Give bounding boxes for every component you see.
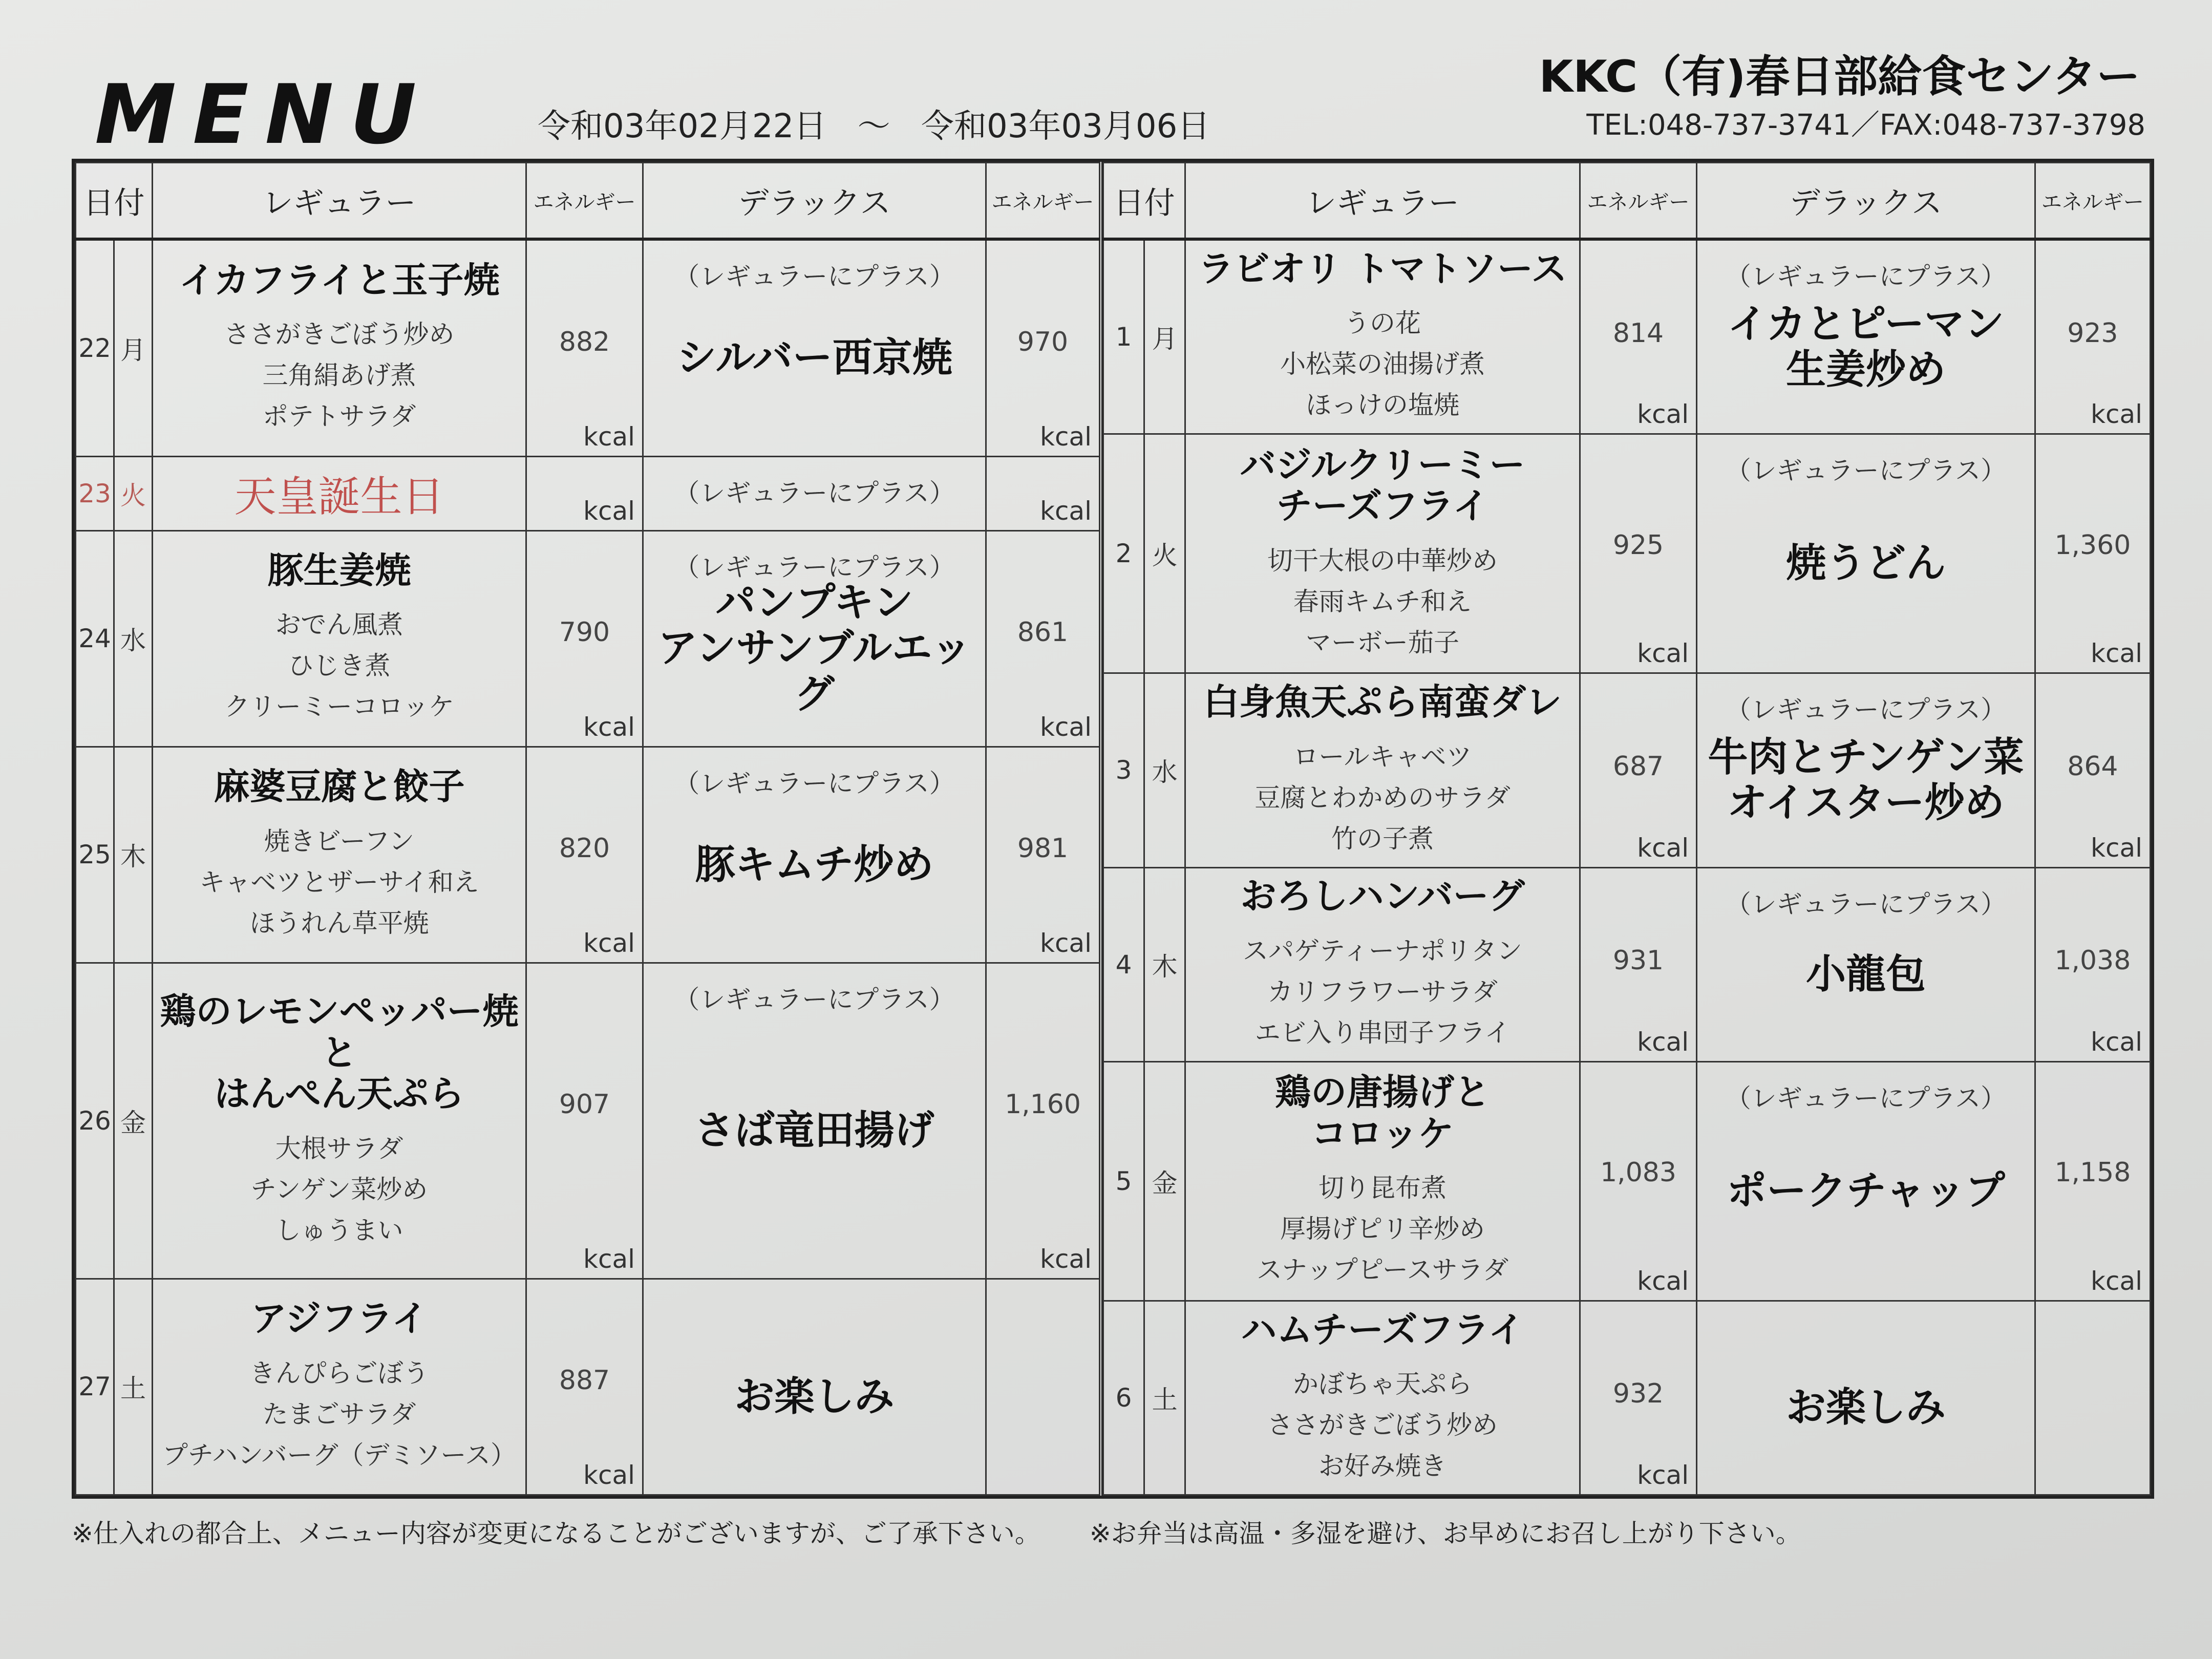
deluxe-content — [1697, 281, 2034, 393]
energy-cell — [526, 239, 643, 456]
header-energy: エネルギー — [526, 163, 643, 240]
side-dish: 春雨キムチ和え — [1293, 586, 1472, 616]
energy-unit: kcal — [583, 1460, 635, 1490]
side-dish: おでん風煮 — [275, 610, 403, 640]
deluxe-energy-value: 981 — [1017, 833, 1069, 864]
day-number: 25 — [76, 747, 114, 963]
deluxe-energy-cell — [986, 963, 1100, 1279]
main-dish: 鶏のレモンペッパー焼と — [160, 990, 519, 1074]
day-weekday: 水 — [1144, 673, 1185, 867]
period-separator: ～ — [857, 108, 890, 145]
table-row — [76, 1279, 1100, 1495]
deluxe-energy-cell — [986, 1279, 1100, 1495]
side-dish: うの花 — [1344, 308, 1421, 338]
deluxe-energy-value: 1,158 — [2054, 1157, 2131, 1188]
side-dish: 三角絹あげ煮 — [262, 360, 416, 391]
deluxe-cell — [1697, 867, 2035, 1061]
deluxe-energy-unit: kcal — [1040, 421, 1092, 452]
main-dish: イカフライと玉子焼 — [179, 259, 500, 301]
deluxe-energy-cell — [2035, 1061, 2150, 1301]
energy-cell — [1580, 239, 1696, 434]
side-dish: かぼちゃ天ぷら — [1293, 1369, 1473, 1399]
regular-cell — [153, 530, 526, 747]
deluxe-plus-note: （レギュラーにプラス） — [1725, 889, 2007, 919]
table-row — [1103, 239, 2151, 434]
energy-unit: kcal — [1637, 639, 1689, 669]
side-dish: 厚揚げピリ辛炒め — [1280, 1214, 1485, 1244]
table-row — [1103, 1301, 2151, 1495]
table-row — [76, 530, 1100, 747]
energy-cell — [526, 530, 643, 747]
energy-unit: kcal — [583, 1244, 635, 1274]
energy-value: 687 — [1612, 751, 1664, 782]
day-number: 3 — [1103, 673, 1144, 867]
main-dish: ラビオリ トマトソース — [1198, 247, 1567, 290]
energy-value: 790 — [559, 617, 610, 648]
energy-unit: kcal — [1637, 1266, 1689, 1296]
energy-cell — [1580, 1061, 1696, 1301]
table-row — [1103, 867, 2151, 1061]
deluxe-cell — [1697, 434, 2035, 673]
table-row — [1103, 673, 2151, 867]
energy-unit: kcal — [583, 928, 635, 958]
header-regular: レギュラー — [1185, 163, 1580, 240]
side-dish: きんぴらごぼう — [249, 1358, 429, 1388]
energy-value: 932 — [1612, 1378, 1664, 1410]
deluxe-content — [644, 315, 985, 381]
header-date: 日付 — [1103, 163, 1185, 240]
day-weekday: 金 — [114, 963, 153, 1279]
side-dish: 切干大根の中華炒め — [1267, 545, 1498, 576]
energy-cell — [1580, 867, 1696, 1061]
table-row — [76, 963, 1100, 1279]
deluxe-content — [644, 1354, 985, 1420]
deluxe-dish: オイスター炒め — [1727, 780, 2005, 826]
deluxe-energy-value: 1,360 — [2054, 529, 2131, 561]
deluxe-dish: パンプキン — [715, 579, 913, 626]
energy-cell — [526, 963, 643, 1279]
day-number: 4 — [1103, 867, 1144, 1061]
day-weekday: 水 — [114, 530, 153, 747]
regular-cell — [153, 747, 526, 963]
period-start: 令和03年02月22日 — [538, 108, 827, 145]
energy-value: 814 — [1612, 317, 1664, 349]
deluxe-energy-unit: kcal — [1040, 496, 1092, 526]
side-dish: ほっけの塩焼 — [1306, 390, 1460, 420]
regular-cell — [1185, 434, 1580, 673]
main-dish: ハムチーズフライ — [1241, 1308, 1524, 1351]
day-number: 24 — [76, 530, 114, 747]
deluxe-energy-unit: kcal — [1040, 712, 1092, 742]
energy-cell — [526, 456, 643, 530]
deluxe-energy-cell — [2035, 673, 2150, 867]
day-number: 2 — [1103, 434, 1144, 673]
deluxe-energy-unit: kcal — [1040, 1244, 1092, 1274]
deluxe-cell — [1697, 239, 2035, 434]
regular-cell — [153, 239, 526, 456]
side-dish: 大根サラダ — [275, 1133, 403, 1163]
deluxe-dish: お楽しみ — [734, 1373, 895, 1420]
main-dish: チーズフライ — [1276, 485, 1489, 527]
deluxe-dish: イカとピーマン — [1727, 301, 2005, 347]
side-dish: しゅうまい — [275, 1215, 403, 1245]
day-number: 26 — [76, 963, 114, 1279]
regular-cell — [1185, 673, 1580, 867]
side-dish: 小松菜の油揚げ煮 — [1280, 349, 1485, 379]
deluxe-plus-note: （レギュラーにプラス） — [674, 768, 955, 798]
main-dish: バジルクリーミー — [1240, 443, 1525, 486]
deluxe-energy-unit: kcal — [2091, 639, 2142, 669]
energy-value: 925 — [1612, 529, 1664, 561]
header-date: 日付 — [76, 163, 153, 240]
deluxe-plus-note: （レギュラーにプラス） — [674, 478, 955, 508]
side-dish: たまごサラダ — [262, 1399, 416, 1429]
deluxe-energy-unit: kcal — [2091, 1266, 2142, 1296]
day-number: 1 — [1103, 239, 1144, 434]
table-row — [76, 239, 1100, 456]
deluxe-energy-value: 970 — [1017, 326, 1069, 357]
side-dish: ポテトサラダ — [262, 401, 416, 432]
side-dish: ささがきごぼう炒め — [1267, 1410, 1498, 1440]
deluxe-energy-unit: kcal — [2091, 399, 2142, 430]
energy-cell — [526, 1279, 643, 1495]
regular-cell — [153, 456, 526, 530]
regular-cell — [1185, 1061, 1580, 1301]
header-regular: レギュラー — [153, 163, 526, 240]
deluxe-energy-unit: kcal — [2091, 1027, 2142, 1057]
side-dish: ひじき煮 — [288, 651, 391, 681]
main-dish: アジフライ — [250, 1298, 428, 1340]
regular-cell — [153, 1279, 526, 1495]
energy-value: 931 — [1612, 945, 1664, 976]
day-weekday: 金 — [1144, 1061, 1185, 1301]
regular-cell — [153, 963, 526, 1279]
deluxe-dish: 生姜炒め — [1785, 347, 1946, 393]
deluxe-dish: さば竜田揚げ — [694, 1108, 934, 1154]
deluxe-energy-cell — [986, 239, 1100, 456]
energy-value: 1,083 — [1600, 1157, 1676, 1188]
footer-note-change: ※仕入れの都合上、メニュー内容が変更になることがございますが、ご了承下さい。 — [72, 1519, 1040, 1548]
day-number: 22 — [76, 239, 114, 456]
day-weekday: 土 — [114, 1279, 153, 1495]
side-dish: 豆腐とわかめのサラダ — [1254, 782, 1511, 813]
table-row — [1103, 1061, 2151, 1301]
deluxe-content — [1697, 1148, 2034, 1215]
energy-cell — [1580, 434, 1696, 673]
deluxe-energy-cell — [986, 456, 1100, 530]
deluxe-plus-note: （レギュラーにプラス） — [674, 552, 955, 582]
energy-unit: kcal — [583, 421, 635, 452]
deluxe-dish: 小龍包 — [1805, 951, 1926, 997]
deluxe-content — [1697, 1365, 2034, 1431]
deluxe-plus-note: （レギュラーにプラス） — [1725, 456, 2007, 486]
deluxe-cell — [1697, 1301, 2035, 1495]
deluxe-energy-value: 861 — [1017, 617, 1069, 648]
menu-period — [538, 100, 1210, 147]
header-energy: エネルギー — [1580, 163, 1696, 240]
holiday-label: 天皇誕生日 — [234, 473, 444, 522]
main-dish: コロッケ — [1311, 1112, 1454, 1155]
day-weekday: 月 — [1144, 239, 1185, 434]
footer-note-storage: ※お弁当は高温・多湿を避け、お早めにお召し上がり下さい。 — [1089, 1519, 1801, 1548]
deluxe-dish: ポークチャップ — [1727, 1167, 2005, 1214]
deluxe-cell — [643, 456, 986, 530]
energy-value: 820 — [559, 833, 610, 864]
day-weekday: 月 — [114, 239, 153, 456]
company-name: KKC（有)春日部給食センター — [1539, 51, 2140, 102]
deluxe-dish: シルバー西京焼 — [676, 334, 952, 381]
side-dish: カリフラワーサラダ — [1267, 976, 1498, 1007]
deluxe-energy-cell — [2035, 867, 2150, 1061]
regular-cell — [1185, 239, 1580, 434]
deluxe-dish: 焼うどん — [1785, 540, 1946, 587]
deluxe-plus-note: （レギュラーにプラス） — [1725, 695, 2007, 725]
day-weekday: 木 — [114, 747, 153, 963]
main-dish: 麻婆豆腐と餃子 — [214, 765, 465, 808]
deluxe-energy-cell — [2035, 1301, 2150, 1495]
deluxe-content — [1697, 520, 2034, 587]
deluxe-cell — [643, 1279, 986, 1495]
energy-value: 882 — [559, 326, 610, 357]
deluxe-dish: アンサンブルエッグ — [657, 625, 971, 717]
deluxe-content — [1697, 931, 2034, 998]
side-dish: チンゲン菜炒め — [250, 1174, 428, 1204]
regular-cell — [1185, 1301, 1580, 1495]
energy-value: 907 — [559, 1089, 610, 1120]
deluxe-cell — [643, 963, 986, 1279]
energy-cell — [1580, 673, 1696, 867]
deluxe-plus-note: （レギュラーにプラス） — [1725, 1083, 2007, 1113]
deluxe-dish: 豚キムチ炒め — [695, 841, 934, 888]
side-dish: ささがきごぼう炒め — [224, 320, 455, 350]
table-row — [1103, 434, 2151, 673]
menu-table-right — [1102, 162, 2151, 1496]
regular-cell — [1185, 867, 1580, 1061]
deluxe-dish: 牛肉とチンゲン菜 — [1708, 734, 2024, 780]
table-row — [76, 456, 1100, 530]
main-dish: おろしハンバーグ — [1240, 875, 1525, 918]
day-number: 5 — [1103, 1061, 1144, 1301]
energy-unit: kcal — [583, 712, 635, 742]
energy-unit: kcal — [1637, 1027, 1689, 1057]
energy-cell — [1580, 1301, 1696, 1495]
day-weekday: 木 — [1144, 867, 1185, 1061]
energy-unit: kcal — [1637, 833, 1689, 863]
side-dish: ロールキャベツ — [1293, 741, 1472, 772]
deluxe-energy-value: 1,160 — [1005, 1089, 1081, 1120]
deluxe-energy-cell — [986, 530, 1100, 747]
energy-unit: kcal — [583, 496, 635, 526]
side-dish: 切り昆布煮 — [1318, 1173, 1447, 1203]
deluxe-energy-value: 1,038 — [2054, 945, 2131, 976]
deluxe-energy-cell — [2035, 239, 2150, 434]
day-weekday: 火 — [114, 456, 153, 530]
deluxe-dish: お楽しみ — [1785, 1384, 1946, 1431]
menu-grid — [72, 159, 2154, 1499]
main-dish: 鶏の唐揚げと — [1275, 1071, 1491, 1114]
side-dish: お好み焼き — [1318, 1451, 1447, 1481]
side-dish: クリーミーコロッケ — [224, 692, 454, 722]
energy-value: 887 — [559, 1365, 610, 1396]
deluxe-energy-cell — [986, 747, 1100, 963]
deluxe-plus-note: （レギュラーにプラス） — [674, 984, 955, 1014]
company-contact: TEL:048-737-3741／FAX:048-737-3798 — [1586, 109, 2145, 142]
footer-notes — [72, 1513, 1801, 1550]
day-number: 6 — [1103, 1301, 1144, 1495]
header-deluxe: デラックス — [1697, 163, 2035, 240]
side-dish: エビ入り串団子フライ — [1254, 1017, 1511, 1048]
side-dish: マーボー茄子 — [1306, 627, 1460, 657]
deluxe-cell — [1697, 673, 2035, 867]
deluxe-content — [644, 822, 985, 888]
energy-unit: kcal — [1637, 1460, 1689, 1490]
side-dish: キャベツとザーサイ和え — [199, 867, 479, 897]
deluxe-cell — [1697, 1061, 2035, 1301]
deluxe-content — [1697, 714, 2034, 826]
header-deluxe: デラックス — [643, 163, 986, 240]
day-number: 27 — [76, 1279, 114, 1495]
header-deluxe-energy: エネルギー — [986, 163, 1100, 240]
side-dish: ほうれん草平焼 — [249, 908, 429, 938]
period-end: 令和03年03月06日 — [921, 108, 1210, 145]
day-weekday: 土 — [1144, 1301, 1185, 1495]
table-row — [76, 747, 1100, 963]
deluxe-energy-value: 864 — [2067, 751, 2118, 782]
side-dish: スナップピースサラダ — [1257, 1255, 1509, 1285]
menu-table-left — [75, 162, 1102, 1496]
main-dish: はんぺん天ぷら — [214, 1073, 464, 1115]
side-dish: 竹の子煮 — [1331, 823, 1434, 854]
energy-unit: kcal — [1637, 399, 1689, 430]
deluxe-energy-unit: kcal — [2091, 833, 2142, 863]
deluxe-energy-cell — [2035, 434, 2150, 673]
energy-cell — [526, 747, 643, 963]
main-dish: 白身魚天ぷら南蛮ダレ — [1203, 681, 1562, 724]
header-deluxe-energy: エネルギー — [2035, 163, 2150, 240]
day-number: 23 — [76, 456, 114, 530]
menu-title: MENU — [95, 67, 433, 162]
deluxe-plus-note: （レギュラーにプラス） — [674, 262, 955, 291]
deluxe-cell — [643, 747, 986, 963]
main-dish: 豚生姜焼 — [267, 549, 411, 591]
deluxe-content — [644, 1088, 985, 1154]
deluxe-energy-unit: kcal — [1040, 928, 1092, 958]
side-dish: 焼きビーフン — [264, 826, 415, 856]
deluxe-cell — [643, 239, 986, 456]
deluxe-plus-note: （レギュラーにプラス） — [1725, 262, 2007, 291]
deluxe-cell — [643, 530, 986, 747]
deluxe-energy-value: 923 — [2067, 317, 2118, 349]
side-dish: スパゲティーナポリタン — [1243, 935, 1523, 966]
side-dish: プチハンバーグ（デミソース） — [162, 1440, 516, 1470]
day-weekday: 火 — [1144, 434, 1185, 673]
